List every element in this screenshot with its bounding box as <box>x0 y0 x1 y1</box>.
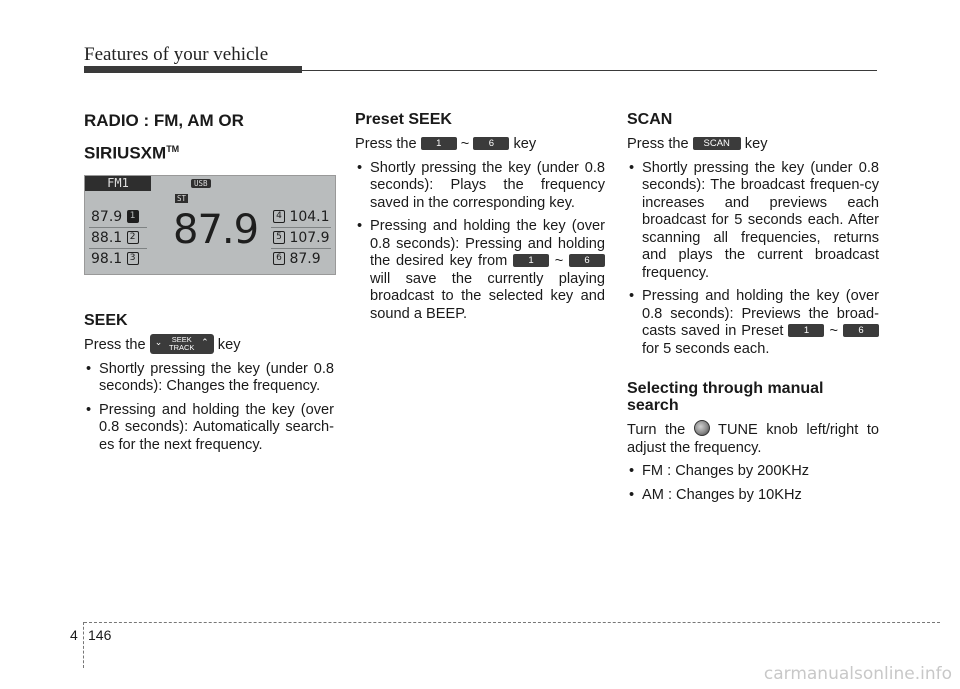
preset-seek-bullets <box>355 160 605 324</box>
preset-key-1: 1 <box>421 137 457 150</box>
preset-key-6: 6 <box>569 254 605 267</box>
manual-search-instruction: Turn the TUNE knob left/right to adjust the frequency. <box>627 422 880 456</box>
column-preset-seek <box>355 110 605 323</box>
radio-display-illustration <box>84 175 336 275</box>
preset-key-6: 6 <box>473 137 509 150</box>
watermark: carmanualsonline.info <box>763 664 952 684</box>
preset-key-1: 1 <box>513 254 549 267</box>
band-label: FM1 <box>85 176 151 191</box>
radio-heading: RADIO : FM, AM OR <box>84 111 244 130</box>
trademark: TM <box>166 144 180 154</box>
manual-search-heading: Selecting through manual search <box>627 380 824 414</box>
preset-right-4: 4 104.1 <box>273 209 330 225</box>
preset-seek-instruction: Press the 1 ~ 6 key <box>355 136 537 152</box>
header-rule <box>302 70 877 71</box>
list-item: • Shortly pressing the key (under 0.8 seconds): The broadcast frequen-cy increases and previews each broadcast for 5 seconds each. After scanning all frequencies, returns and plays the current broadcast frequency. <box>627 160 879 283</box>
column-radio <box>84 110 334 454</box>
list-item: • Pressing and holding the key (over 0.8 seconds): Automatically search-es for the next frequency. <box>84 402 334 455</box>
page-header-title: Features of your vehicle <box>84 44 269 65</box>
preset-seek-heading: Preset SEEK <box>355 111 452 128</box>
chevron-down-icon: ⌄ <box>154 336 163 347</box>
radio-heading-sub: SIRIUSXM™ <box>84 143 180 163</box>
tune-knob-icon <box>694 420 710 436</box>
manual-search-bullets <box>627 463 879 504</box>
scan-heading: SCAN <box>627 111 673 128</box>
usb-indicator: USB <box>191 179 211 188</box>
seek-track-key: ⌄ SEEK TRACK ⌃ <box>150 334 214 354</box>
chapter-number: 4 <box>70 627 78 643</box>
preset-right-6: 6 87.9 <box>273 251 321 267</box>
stereo-indicator: ST <box>177 193 187 203</box>
seek-bullets <box>84 361 334 455</box>
scan-bullets <box>627 160 879 359</box>
chevron-up-icon: ⌃ <box>201 336 209 347</box>
scan-key: SCAN <box>693 137 741 150</box>
list-item: • FM : Changes by 200KHz <box>627 463 879 481</box>
page-number: 146 <box>88 627 112 643</box>
preset-left-2: 88.1 2 <box>91 230 139 246</box>
preset-key-6: 6 <box>843 324 879 337</box>
column-scan <box>627 110 879 504</box>
header-bar <box>84 66 302 73</box>
footer-divider <box>83 622 84 668</box>
current-frequency: 87.9 <box>173 206 259 253</box>
list-item: • AM : Changes by 10KHz <box>627 487 879 505</box>
list-item: • Pressing and holding the key (over 0.8 seconds): Previews the broad-casts saved in Preset 1 ~ 6 for 5 seconds each. <box>627 288 879 358</box>
preset-key-1: 1 <box>788 324 824 337</box>
preset-right-5: 5 107.9 <box>273 230 330 246</box>
list-item: • Shortly pressing the key (under 0.8 seconds): Plays the frequency saved in the corresponding key. <box>355 160 605 213</box>
footer-rule <box>84 622 940 623</box>
list-item: • Pressing and holding the key (over 0.8 seconds): Pressing and holding the desired key from 1 ~ 6 will save the currently playing broadcast to the selected key and sound a BEEP. <box>355 218 605 323</box>
list-item: • Shortly pressing the key (under 0.8 seconds): Changes the frequency. <box>84 361 334 396</box>
scan-instruction: Press the SCAN key <box>627 136 768 152</box>
seek-heading: SEEK <box>84 311 128 329</box>
preset-left-3: 98.1 3 <box>91 251 139 267</box>
seek-instruction: Press the ⌄ SEEK TRACK ⌃ key <box>84 334 241 353</box>
preset-left-1: 87.9 1 <box>91 209 139 225</box>
